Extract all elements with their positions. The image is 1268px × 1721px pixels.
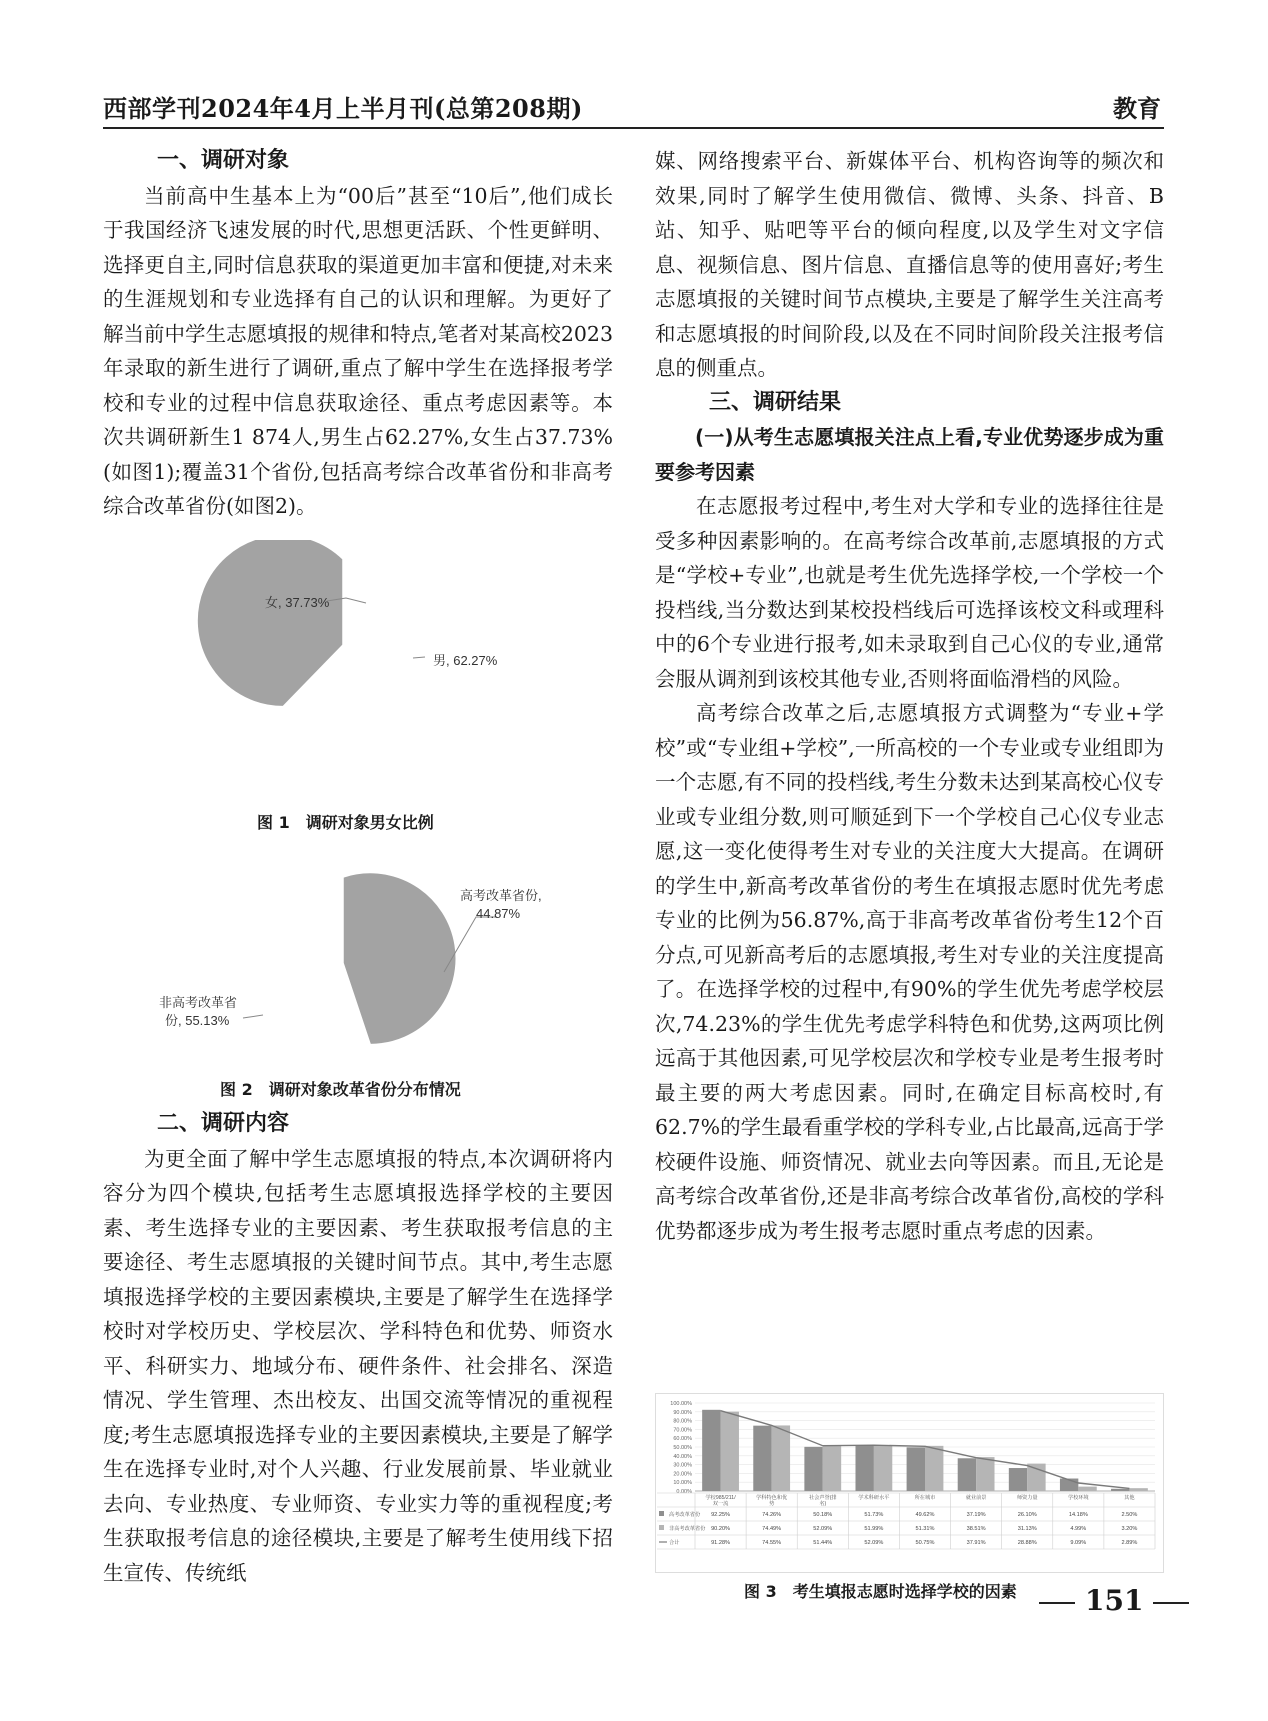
- bar-nonreform: [1078, 1487, 1096, 1491]
- y-tick-label: 70.00%: [673, 1427, 692, 1434]
- data-label: 26.10%: [1017, 1512, 1037, 1518]
- bar-reform: [907, 1447, 925, 1491]
- bar-nonreform: [874, 1445, 892, 1491]
- figure-1-caption: 图 1 调研对象男女比例: [257, 813, 434, 832]
- data-label: 14.18%: [1068, 1512, 1088, 1518]
- y-tick-label: 90.00%: [673, 1409, 692, 1416]
- bar-reform: [804, 1447, 822, 1491]
- data-label: 28.88%: [1017, 1540, 1037, 1546]
- data-label: 90.20%: [711, 1526, 731, 1532]
- section-heading-1: 一、调研对象: [157, 148, 290, 173]
- y-tick-label: 0.00%: [676, 1489, 692, 1495]
- pie-label-nonreform-value: 份, 55.13%: [165, 1013, 230, 1028]
- x-tick-label: 学科特色和优: [756, 1495, 788, 1501]
- bar-nonreform: [976, 1457, 994, 1491]
- y-tick-label: 50.00%: [673, 1445, 692, 1451]
- x-tick-label: 师资力量: [1016, 1495, 1038, 1501]
- data-label: 38.51%: [966, 1526, 986, 1532]
- header-rule: [103, 127, 1164, 129]
- bar-nonreform: [772, 1425, 790, 1491]
- page-number: [1029, 1584, 1199, 1617]
- pie-slice-男: [197, 540, 343, 707]
- y-tick-label: 10.00%: [673, 1480, 692, 1487]
- data-label: 51.44%: [813, 1540, 833, 1546]
- page-number-value: 151: [1085, 1584, 1144, 1617]
- data-label: 92.25%: [711, 1512, 731, 1518]
- bar-reform: [702, 1410, 720, 1491]
- pie-label-nonreform: 非高考改革省: [159, 995, 238, 1010]
- data-label: 74.26%: [762, 1512, 782, 1518]
- bar-reform: [1009, 1468, 1027, 1491]
- data-label: 51.99%: [864, 1526, 884, 1532]
- pie-slice-非高考改革省份: [343, 873, 456, 1045]
- bar-reform: [1111, 1489, 1129, 1491]
- bar-nonreform: [823, 1445, 841, 1491]
- data-label: 31.13%: [1017, 1526, 1037, 1532]
- data-label: 91.28%: [711, 1540, 731, 1546]
- data-label: 9.09%: [1070, 1540, 1087, 1546]
- data-label: 52.09%: [864, 1540, 884, 1546]
- legend-label: 非高考改革省份: [669, 1526, 706, 1532]
- right-column: [655, 144, 1164, 1248]
- x-tick-label: 名): [819, 1501, 827, 1507]
- y-tick-label: 20.00%: [673, 1471, 692, 1478]
- figure-2-pie-chart: [103, 855, 613, 1070]
- data-label: 51.73%: [864, 1512, 884, 1518]
- pie-label-reform-value: 44.87%: [476, 906, 521, 921]
- section-heading-2: 二、调研内容: [157, 1111, 290, 1136]
- y-tick-label: 100.00%: [670, 1401, 692, 1407]
- figure-1-pie-chart: [103, 540, 613, 750]
- bar-reform: [958, 1458, 976, 1491]
- legend-label: 合计: [669, 1540, 680, 1546]
- x-tick-label: 双一流: [712, 1501, 729, 1507]
- data-label: 50.18%: [813, 1512, 833, 1518]
- legend-swatch: [659, 1525, 664, 1530]
- data-label: 3.20%: [1121, 1526, 1138, 1532]
- paragraph: 媒、网络搜索平台、新媒体平台、机构咨询等的频次和效果,同时了解学生使用微信、微博、头条、抖音、B站、知乎、贴吧等平台的倾向程度,以及学生对文字信息、视频信息、图片信息、直播信息等的使用喜好;考生志愿填报的关键时间节点模块,主要是了解学生关注高考和志愿填报的时间阶段,以及在不同时间阶段关注报考信息的侧重点。: [655, 149, 1164, 380]
- data-label: 50.75%: [915, 1540, 935, 1546]
- data-label: 2.50%: [1121, 1512, 1138, 1518]
- paragraph: 在志愿报考过程中,考生对大学和专业的选择往往是受多种因素影响的。在高考综合改革前,志愿填报的方式是“学校+专业”,也就是考生优先选择学校,一个学校一个投档线,当分数达到某校投档线后可选择该校文科或理科中的6个专业进行报考,如未录取到自己心仪的专业,通常会服从调剂到该校其他专业,否则将面临滑档的风险。: [655, 494, 1164, 691]
- x-tick-label: 社会声誉(排: [808, 1495, 837, 1501]
- bar-nonreform: [721, 1412, 739, 1491]
- bar-nonreform: [925, 1446, 943, 1491]
- journal-header: 西部学刊2024年4月上半月刊(总第208期): [103, 94, 583, 123]
- data-label: 4.99%: [1070, 1526, 1087, 1532]
- bar-nonreform: [1027, 1464, 1045, 1491]
- x-tick-label: 学术科研水平: [858, 1495, 890, 1501]
- section-heading-3: 三、调研结果: [709, 389, 842, 415]
- left-column-bottom: [103, 1107, 613, 1590]
- y-tick-label: 60.00%: [673, 1436, 692, 1443]
- bar-reform: [753, 1426, 771, 1491]
- section-label: 教育: [1113, 95, 1161, 123]
- pie-label-male: 男, 62.27%: [433, 653, 498, 668]
- x-tick-label: 所在城市: [914, 1495, 936, 1501]
- subsection-heading-1: (一)从考生志愿填报关注点上看,专业优势逐步成为重要参考因素: [655, 425, 1164, 484]
- paragraph: 当前高中生基本上为“00后”甚至“10后”,他们成长于我国经济飞速发展的时代,思想更活跃、个性更鲜明、选择更自主,同时信息获取的渠道更加丰富和便捷,对未来的生涯规划和专业选择有自己的认识和理解。为更好了解当前中学生志愿填报的规律和特点,笔者对某高校2023年录取的新生进行了调研,重点了解中学生在选择报考学校和专业的过程中信息获取途径、重点考虑因素等。本次共调研新生1 874人,男生占62.27%,女生占37.73%(如图1);覆盖31个省份,包括高考综合改革省份和非高考综合改革省份(如图2)。: [103, 183, 613, 518]
- y-tick-label: 40.00%: [673, 1453, 692, 1460]
- x-tick-label: 其他: [1124, 1495, 1135, 1501]
- pie-label-reform: 高考改革省份,: [460, 888, 542, 903]
- x-tick-label: 学校环境: [1067, 1495, 1089, 1501]
- y-tick-label: 80.00%: [673, 1418, 692, 1425]
- paragraph: 为更全面了解中学生志愿填报的特点,本次调研将内容分为四个模块,包括考生志愿填报选择学校的主要因素、考生选择专业的主要因素、考生获取报考信息的主要途径、考生志愿填报的关键时间节点。其中,考生志愿填报选择学校的主要因素模块,主要是了解学生在选择学校时对学校历史、学校层次、学科特色和优势、师资水平、科研实力、地域分布、硬件条件、社会排名、深造情况、学生管理、杰出校友、出国交流等情况的重视程度;考生志愿填报选择专业的主要因素模块,主要是了解学生在选择专业时,对个人兴趣、行业发展前景、毕业就业去向、专业热度、专业师资、专业实力等的重视程度;考生获取报考信息的途径模块,主要是了解考生使用线下招生宣传、传统纸: [103, 1146, 613, 1585]
- data-label: 49.62%: [915, 1512, 935, 1518]
- data-label: 52.09%: [813, 1526, 833, 1532]
- x-tick-label: 学校985/211/: [705, 1495, 736, 1501]
- x-tick-label: 就业前景: [965, 1495, 987, 1501]
- data-label: 74.55%: [762, 1540, 782, 1546]
- paragraph: 高考综合改革之后,志愿填报方式调整为“专业+学校”或“专业组+学校”,一所高校的一个专业或专业组即为一个志愿,有不同的投档线,考生分数未达到某高校心仪专业或专业组分数,则可顺延到下一个学校自己心仪专业志愿,这一变化使得考生对专业的关注度大大提高。在调研的学生中,新高考改革省份的考生在填报志愿时优先考虑专业的比例为56.87%,高于非高考改革省份考生12个百分点,可见新高考后的志愿填报,考生对专业的关注度提高了。在选择学校的过程中,有90%的学生优先考虑学校层次,74.23%的学生优先考虑学科特色和优势,这两项比例远高于其他因素,可见学校层次和学校专业是考生报考时最主要的两大考虑因素。同时,在确定目标高校时,有62.7%的学生最看重学校的学科专业,占比最高,远高于学校硬件设施、师资情况、就业去向等因素。而且,无论是高考综合改革省份,还是非高考综合改革省份,高校的学科优势都逐步成为考生报考志愿时重点考虑的因素。: [655, 701, 1164, 1243]
- data-label: 51.31%: [915, 1526, 935, 1532]
- data-label: 74.49%: [762, 1526, 782, 1532]
- legend-swatch: [659, 1511, 664, 1516]
- y-tick-label: 30.00%: [673, 1462, 692, 1469]
- data-label: 37.91%: [966, 1540, 986, 1546]
- legend-label: 高考改革省份: [669, 1512, 701, 1518]
- data-label: 37.19%: [966, 1512, 986, 1518]
- data-label: 2.89%: [1121, 1540, 1138, 1546]
- bar-reform: [855, 1445, 873, 1491]
- x-tick-label: 势: [769, 1501, 775, 1507]
- figure-2-caption: 图 2 调研对象改革省份分布情况: [220, 1080, 461, 1099]
- figure-3-bar-chart: [655, 1393, 1164, 1573]
- bar-nonreform: [1129, 1488, 1147, 1491]
- figure-3-caption: 图 3 考生填报志愿时选择学校的因素: [744, 1582, 1017, 1601]
- pie-label-female: 女, 37.73%: [265, 595, 330, 610]
- left-column-top: [103, 144, 613, 524]
